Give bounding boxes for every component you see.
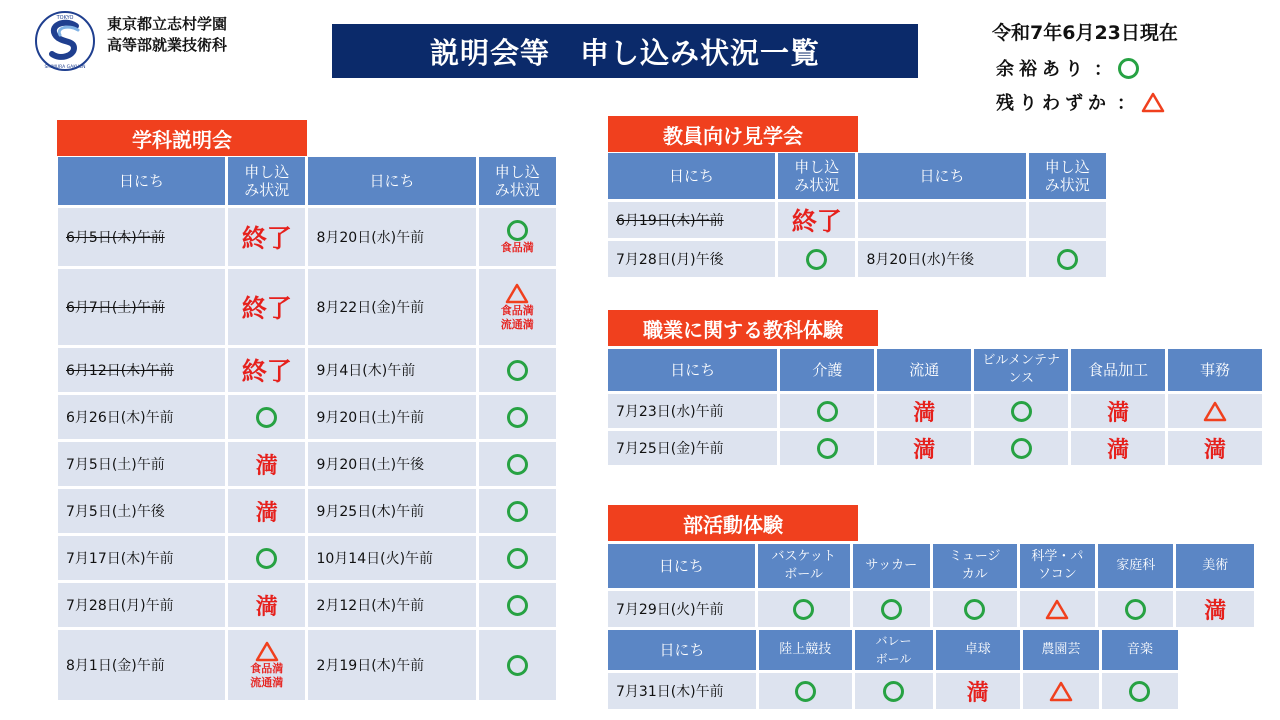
status-cell <box>936 673 1020 709</box>
date-text: 7月28日(月)午前 <box>66 598 174 614</box>
header-home-economics: 家庭科 <box>1098 544 1173 588</box>
status-cell <box>228 583 305 627</box>
status-cell <box>855 673 933 709</box>
section-title-subject-trial: 職業に関する教科体験 <box>608 310 878 346</box>
status-full: 満 <box>966 680 989 706</box>
status-cell <box>228 442 305 486</box>
table-row <box>58 536 556 580</box>
table-row <box>58 395 556 439</box>
status-full: 満 <box>913 400 936 426</box>
status-cell <box>1176 591 1254 627</box>
header-table-tennis: 卓球 <box>936 630 1020 670</box>
legend-available <box>996 55 1139 81</box>
date-text: 7月17日(木)午前 <box>66 551 174 567</box>
header-care: 介護 <box>780 349 874 391</box>
header-status: 申し込み状況 <box>1029 153 1107 199</box>
legend-available-label: 余裕あり <box>996 59 1088 80</box>
status-cell <box>228 536 305 580</box>
club-trial-table-1 <box>605 541 1257 630</box>
triangle-icon <box>1049 680 1073 702</box>
status-cell <box>228 269 305 345</box>
date-text: 8月22日(金)午前 <box>316 300 425 316</box>
date-cell <box>58 348 225 392</box>
header-status: 申し込み状況 <box>228 157 305 205</box>
date-text: 7月29日(火)午前 <box>616 602 724 618</box>
date-cell <box>308 536 475 580</box>
date-cell <box>308 395 475 439</box>
status-cell <box>1098 591 1173 627</box>
header-office: 事務 <box>1168 349 1262 391</box>
header-date: 日にち <box>608 544 755 588</box>
status-cell <box>228 348 305 392</box>
status-full: 満 <box>1204 437 1227 463</box>
date-text: 9月20日(土)午後 <box>316 457 425 473</box>
date-text: 9月4日(木)午前 <box>316 363 416 379</box>
header-gardening: 農園芸 <box>1023 630 1099 670</box>
circle-icon <box>964 599 985 620</box>
date-cell <box>58 208 225 266</box>
page-title: 説明会等 申し込み状況一覧 <box>332 24 918 78</box>
legend-few-left <box>996 89 1165 115</box>
circle-icon <box>507 655 528 676</box>
circle-icon <box>507 501 528 522</box>
header-date: 日にち <box>608 630 756 670</box>
subject-trial-table <box>605 346 1265 468</box>
circle-icon <box>1011 401 1032 422</box>
date-cell <box>58 489 225 533</box>
status-closed: 終了 <box>241 224 292 253</box>
status-full: 満 <box>1107 400 1130 426</box>
circle-icon <box>507 454 528 475</box>
header-date: 日にち <box>608 153 775 199</box>
date-cell <box>58 269 225 345</box>
status-note: 流通満 <box>500 318 534 331</box>
status-cell <box>877 431 971 465</box>
status-cell <box>759 673 852 709</box>
status-full: 満 <box>913 437 936 463</box>
table-row <box>58 269 556 345</box>
status-closed: 終了 <box>791 207 842 236</box>
date-text: 8月1日(金)午前 <box>66 658 165 674</box>
logo-text-bottom: SHIMURA GAKUEN <box>44 65 86 70</box>
info-session-table <box>55 154 559 703</box>
header-food-processing: 食品加工 <box>1071 349 1165 391</box>
status-cell <box>1020 591 1095 627</box>
header-distribution: 流通 <box>877 349 971 391</box>
status-cell <box>228 489 305 533</box>
circle-icon <box>1125 599 1146 620</box>
status-cell <box>778 202 855 238</box>
status-note: 食品満 <box>500 240 534 254</box>
status-note: 流通満 <box>250 676 284 689</box>
status-full: 満 <box>1204 598 1227 624</box>
status-full: 満 <box>255 500 278 526</box>
status-cell <box>479 489 557 533</box>
header-music: 音楽 <box>1102 630 1178 670</box>
circle-icon <box>881 599 902 620</box>
header-date: 日にち <box>308 157 475 205</box>
header-status: 申し込み状況 <box>479 157 557 205</box>
school-name-line2: 高等部就業技術科 <box>107 36 228 54</box>
circle-icon <box>1118 58 1139 79</box>
status-cell <box>778 241 855 277</box>
date-cell <box>608 673 756 709</box>
table-row <box>58 208 556 266</box>
date-text: 9月25日(木)午前 <box>316 504 425 520</box>
date-cell <box>308 630 475 700</box>
header-basketball: バスケットボール <box>758 544 850 588</box>
circle-icon <box>507 407 528 428</box>
status-cell <box>228 208 305 266</box>
date-text: 10月14日(火)午前 <box>316 551 434 567</box>
circle-icon <box>795 681 816 702</box>
date-text: 6月7日(土)午前 <box>66 300 165 316</box>
header-soccer: サッカー <box>853 544 930 588</box>
header-date: 日にち <box>858 153 1025 199</box>
status-cell <box>479 536 557 580</box>
section-title-club-trial: 部活動体験 <box>608 505 858 541</box>
status-cell <box>1168 431 1262 465</box>
date-text: 6月5日(木)午前 <box>66 230 165 246</box>
status-cell <box>1071 394 1165 428</box>
status-cell <box>479 395 557 439</box>
teacher-visit-table <box>605 150 1109 280</box>
date-cell <box>608 202 775 238</box>
date-text: 8月20日(水)午後 <box>866 252 975 268</box>
header-track-field: 陸上競技 <box>759 630 852 670</box>
table-row <box>58 442 556 486</box>
date-cell <box>308 442 475 486</box>
date-text: 7月5日(土)午後 <box>66 504 165 520</box>
date-text: 9月20日(土)午前 <box>316 410 425 426</box>
status-cell <box>933 591 1017 627</box>
club-trial-table-2 <box>605 627 1181 712</box>
date-text: 7月28日(月)午後 <box>616 252 724 268</box>
status-note: 食品満 <box>500 304 534 317</box>
status-cell <box>780 394 874 428</box>
section-title-info-session: 学科説明会 <box>57 120 307 156</box>
date-text: 6月19日(木)午前 <box>616 213 724 229</box>
date-cell <box>58 395 225 439</box>
legend-sep: ： <box>1094 59 1112 80</box>
status-cell <box>1023 673 1099 709</box>
header-musical: ミュージカル <box>933 544 1017 588</box>
date-cell <box>308 269 475 345</box>
date-text: 7月23日(水)午前 <box>616 404 724 420</box>
status-cell <box>479 583 557 627</box>
circle-icon <box>256 548 277 569</box>
status-cell <box>1029 202 1107 238</box>
date-cell <box>58 442 225 486</box>
header-science-pc: 科学・パソコン <box>1020 544 1095 588</box>
status-closed: 終了 <box>241 357 292 386</box>
table-row <box>608 202 1106 238</box>
circle-icon <box>817 401 838 422</box>
as-of-date: 令和7年6月23日現在 <box>992 22 1178 44</box>
triangle-icon <box>505 282 529 304</box>
date-cell <box>58 583 225 627</box>
table-row <box>608 394 1262 428</box>
table-row <box>608 241 1106 277</box>
triangle-icon <box>1203 400 1227 422</box>
header-building-maintenance: ビルメンテナンス <box>974 349 1068 391</box>
status-cell <box>479 208 557 266</box>
header-art: 美術 <box>1176 544 1254 588</box>
date-cell <box>308 208 475 266</box>
circle-icon <box>256 407 277 428</box>
date-text: 7月5日(土)午前 <box>66 457 165 473</box>
date-text: 2月12日(木)午前 <box>316 598 425 614</box>
table-row <box>58 630 556 700</box>
table-row <box>58 489 556 533</box>
circle-icon <box>806 249 827 270</box>
status-cell <box>1102 673 1178 709</box>
status-full: 満 <box>255 453 278 479</box>
status-cell <box>479 442 557 486</box>
status-cell <box>780 431 874 465</box>
date-cell <box>858 241 1025 277</box>
legend-sep: ： <box>1117 93 1135 114</box>
date-text: 8月20日(水)午前 <box>316 230 425 246</box>
circle-icon <box>817 438 838 459</box>
circle-icon <box>1011 438 1032 459</box>
circle-icon <box>883 681 904 702</box>
date-text: 6月26日(木)午前 <box>66 410 174 426</box>
table-row <box>58 348 556 392</box>
status-closed: 終了 <box>241 294 292 323</box>
school-name-line1: 東京都立志村学園 <box>107 15 228 33</box>
table-row <box>608 591 1254 627</box>
header-volleyball: バレーボール <box>855 630 933 670</box>
date-cell <box>58 536 225 580</box>
status-cell <box>1168 394 1262 428</box>
date-cell <box>608 591 755 627</box>
header-status: 申し込み状況 <box>778 153 855 199</box>
date-cell <box>308 489 475 533</box>
triangle-icon <box>1045 598 1069 620</box>
status-cell <box>877 394 971 428</box>
status-note: 食品満 <box>250 662 284 675</box>
status-cell <box>228 630 305 700</box>
circle-icon <box>507 360 528 381</box>
logo-text-top: TOKYO <box>56 15 74 21</box>
date-cell <box>308 348 475 392</box>
date-text: 2月19日(木)午前 <box>316 658 425 674</box>
circle-icon <box>507 595 528 616</box>
circle-icon <box>1129 681 1150 702</box>
table-row <box>608 431 1262 465</box>
status-cell <box>479 348 557 392</box>
date-cell <box>58 630 225 700</box>
table-row <box>608 673 1178 709</box>
status-cell <box>1071 431 1165 465</box>
date-cell <box>608 431 777 465</box>
status-full: 満 <box>255 594 278 620</box>
circle-icon <box>507 220 528 241</box>
date-cell <box>308 583 475 627</box>
triangle-icon <box>255 640 279 662</box>
legend-few-left-label: 残りわずか <box>996 93 1111 114</box>
status-cell <box>479 269 557 345</box>
status-full: 満 <box>1107 437 1130 463</box>
date-text: 6月12日(木)午前 <box>66 363 174 379</box>
date-cell <box>608 394 777 428</box>
school-name <box>107 14 227 56</box>
school-logo <box>34 10 96 72</box>
circle-icon <box>1057 249 1078 270</box>
status-cell <box>1029 241 1107 277</box>
status-cell <box>974 431 1068 465</box>
circle-icon <box>793 599 814 620</box>
date-cell <box>858 202 1025 238</box>
status-cell <box>974 394 1068 428</box>
triangle-icon <box>1141 91 1165 113</box>
status-cell <box>228 395 305 439</box>
header-date: 日にち <box>58 157 225 205</box>
date-text: 7月31日(木)午前 <box>616 684 724 700</box>
status-cell <box>853 591 930 627</box>
date-text: 7月25日(金)午前 <box>616 441 724 457</box>
date-cell <box>608 241 775 277</box>
status-cell <box>479 630 557 700</box>
circle-icon <box>507 548 528 569</box>
header-date: 日にち <box>608 349 777 391</box>
status-cell <box>758 591 850 627</box>
table-row <box>58 583 556 627</box>
section-title-teacher-visit: 教員向け見学会 <box>608 116 858 152</box>
